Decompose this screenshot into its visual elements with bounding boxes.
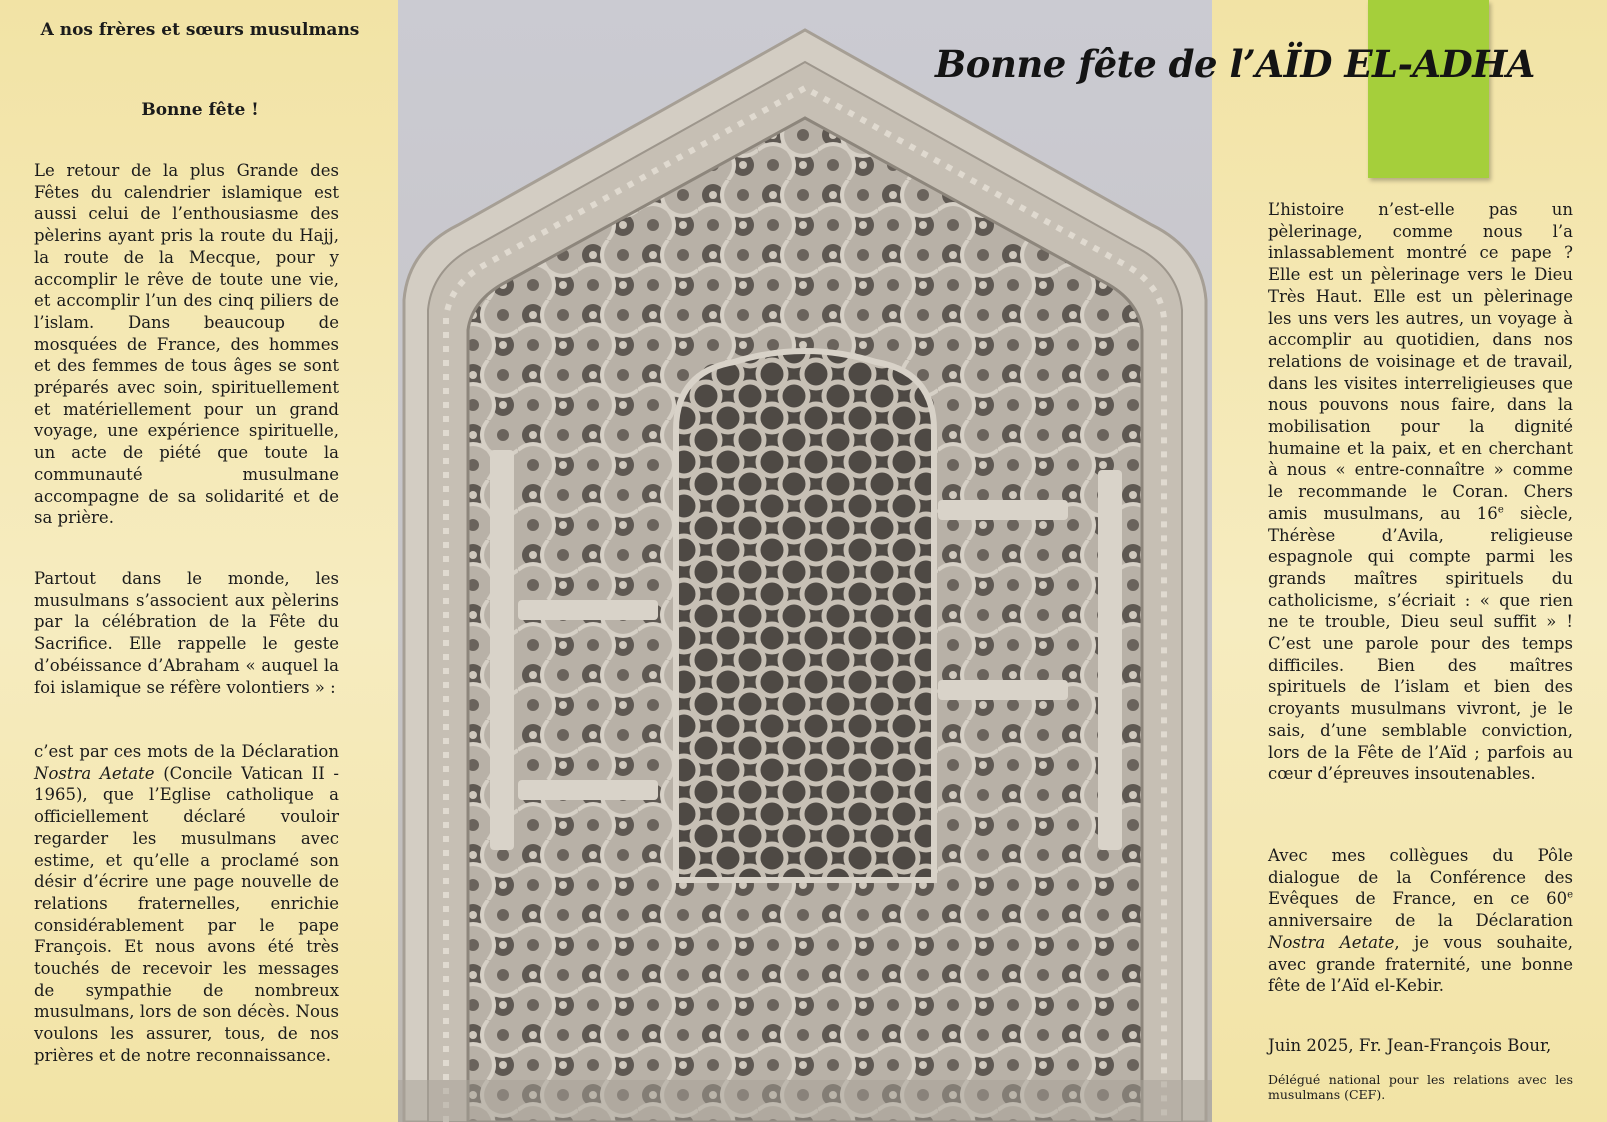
- left-paragraph-3: [34, 741, 339, 1067]
- right-p1-text-b: siècle, Thérèse d’Avila, religieuse espagnole qui compte parmi les grands maîtres spirituels du catholicisme, s’écriait : « que rien ne te trouble, Dieu seul suffit » ! C’est une parole pour des temps difficiles. Bien des maîtres spirituels de l’islam et bien des croyants musulmans vivront, je le sais, d’une semblable conviction, lors de la Fête de l’Aïd ; parfois au cœur d’épreuves insoutenables.: [1268, 503, 1573, 784]
- carved-stone-window-icon: [398, 0, 1212, 1122]
- left-paragraph-2: Partout dans le monde, les musulmans s’associent aux pèlerins par la célébration de la Fête du Sacrifice. Elle rappelle le geste d’obéissance d’Abraham « auquel la foi islamique se réfère volontiers » :: [34, 569, 339, 697]
- left-paragraph-1: Le retour de la plus Grande des Fêtes du calendrier islamique est aussi celui de l’enthousiasme des pèlerins ayant pris la route du Hajj, la route de la Mecque, pour y accomplir le rêve de toute une vie, et accomplir l’un des cinq piliers de l’islam. Dans beaucoup de mosquées de France, des hommes et des femmes de tous âges se sont préparés avec soin, spirituellement et matériellement pour un grand voyage, une expérience spirituelle, un acte de piété que toute la communauté musulmane accompagne de sa solidarité et de sa prière.: [34, 161, 339, 528]
- left-p3-italic: Nostra Aetate: [34, 763, 155, 783]
- subgreeting-heading: Bonne fête !: [141, 100, 259, 120]
- right-p1-text-a: L’histoire n’est-elle pas un pèlerinage, comme nous l’a inlassablement montré ce pape ? Elle est un pèlerinage vers le Dieu Très Haut. Elle est un pèlerinage les uns vers les autres, un voyage à accomplir au quotidien, dans nos relations de voisinage et de travail, dans les visites interreligieuses que nous pouvons nous faire, dans la mobilisation pour la dignité humaine et la paix, et en cherchant à nous « entre-connaître » comme le recommande le Coran. Chers amis musulmans, au 16: [1268, 200, 1573, 523]
- right-paragraph-1: [1268, 199, 1573, 785]
- carved-stone-window-photo: [398, 0, 1212, 1122]
- right-p1-sup: e: [1497, 504, 1504, 516]
- left-p3-text-a: c’est par ces mots de la Déclaration: [34, 742, 339, 761]
- right-p2-text-c: , je vous souhaite, avec grande fraternité, une bonne fête de l’Aïd el-Kebir.: [1268, 932, 1574, 996]
- right-paragraph-2: [1268, 845, 1573, 997]
- greeting-heading: A nos frères et sœurs musulmans: [40, 20, 360, 40]
- right-p2-italic: Nostra Aetate: [1268, 932, 1395, 952]
- right-p2-text-b: anniversaire de la Déclaration: [1268, 911, 1573, 931]
- signature: Juin 2025, Fr. Jean-François Bour,: [1268, 1036, 1552, 1055]
- signatory-role: Délégué national pour les relations avec les musulmans (CEF).: [1268, 1072, 1573, 1102]
- page-title: Bonne fête de l’AÏD EL-ADHA: [935, 42, 1535, 86]
- left-p3-text-b: (Concile Vatican II - 1965), que l’Eglise catholique a officiellement déclaré vouloir regarder les musulmans avec estime, et qu’elle a proclamé son désir d’écrire une page nouvelle de relations fraternelles, enrichie considérablement par le pape François. Et nous avons été très touchés de recevoir les messages de sympathie de nombreux musulmans, lors de son décès. Nous voulons les assurer, tous, de nos prières et de notre reconnaissance.: [34, 763, 340, 1065]
- right-p2-sup: e: [1567, 889, 1573, 901]
- right-p2-text-a: Avec mes collègues du Pôle dialogue de la Conférence des Evêques de France, en ce 60: [1268, 846, 1573, 909]
